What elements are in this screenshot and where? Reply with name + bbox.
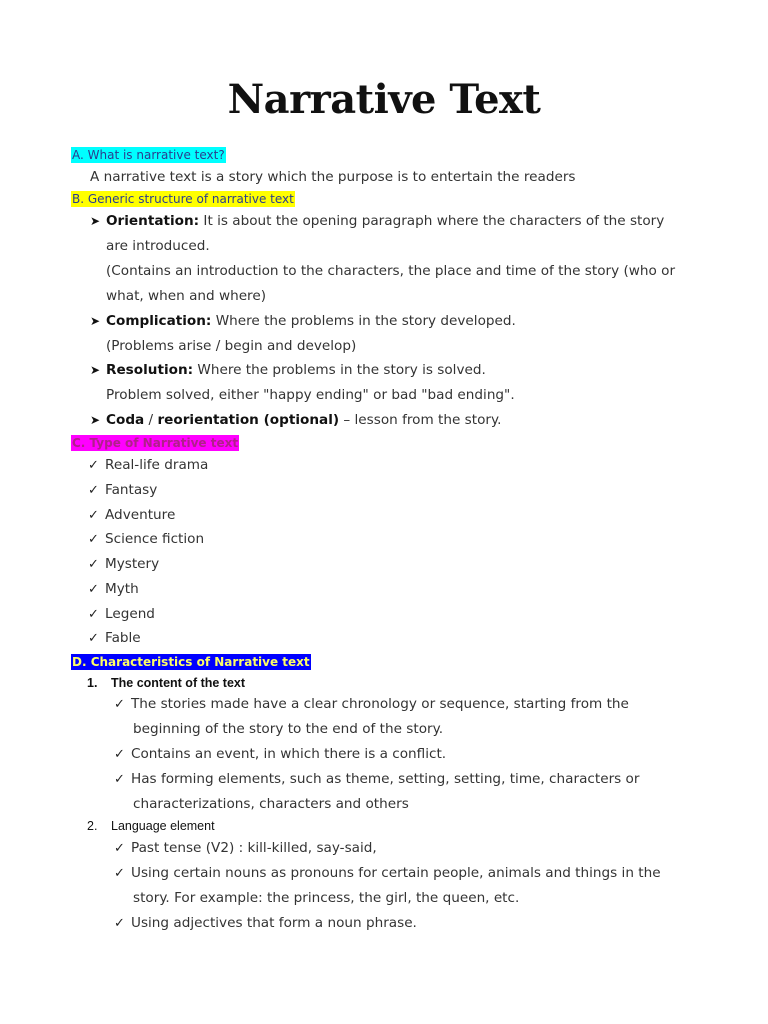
- characteristics-item-1: [87, 675, 245, 691]
- type-item: [88, 629, 141, 648]
- orientation-text-line4: what, when and where): [106, 288, 267, 304]
- item-label: The content of the text: [111, 676, 246, 690]
- complication-text: Where the problems in the story developed.: [211, 313, 516, 329]
- type-label: Science fiction: [105, 531, 205, 547]
- orientation-text-line3: (Contains an introduction to the characters, the place and time of the story (who or: [106, 263, 676, 279]
- type-item: [88, 506, 175, 525]
- arrow-bullet-icon: ➤: [90, 314, 101, 328]
- check-icon: ✓: [114, 772, 125, 787]
- check-icon: ✓: [88, 607, 99, 622]
- content-point-continuation: beginning of the story to the end of the story.: [133, 721, 444, 737]
- content-point-continuation: characterizations, characters and others: [133, 796, 409, 812]
- check-icon: ✓: [114, 916, 125, 931]
- item-number: 1.: [87, 676, 98, 690]
- complication-item: [90, 312, 516, 330]
- check-icon: ✓: [88, 557, 99, 572]
- resolution-text: Where the problems in the story is solved.: [193, 362, 486, 378]
- arrow-bullet-icon: ➤: [90, 363, 101, 377]
- type-item: [88, 456, 208, 475]
- language-point: [114, 839, 377, 858]
- type-item: [88, 481, 157, 500]
- check-icon: ✓: [88, 483, 99, 498]
- resolution-term: Resolution:: [106, 362, 194, 378]
- point-text: Using certain nouns as pronouns for certain people, animals and things in the: [131, 865, 661, 881]
- reorientation-term: reorientation (optional): [157, 412, 340, 428]
- type-item: [88, 580, 139, 599]
- type-label: Legend: [105, 606, 155, 622]
- type-label: Fantasy: [105, 482, 158, 498]
- type-item: [88, 555, 159, 574]
- section-b-heading: B. Generic structure of narrative text: [72, 192, 294, 206]
- check-icon: ✓: [114, 866, 125, 881]
- point-text: Using adjectives that form a noun phrase.: [131, 915, 417, 931]
- orientation-text: It is about the opening paragraph where the characters of the story: [199, 213, 665, 229]
- type-label: Real-life drama: [105, 457, 209, 473]
- section-c-heading: C. Type of Narrative text: [72, 436, 239, 450]
- complication-text-line2: (Problems arise / begin and develop): [106, 338, 357, 354]
- check-icon: ✓: [88, 458, 99, 473]
- coda-term: Coda: [106, 412, 145, 428]
- content-point: [114, 745, 446, 764]
- arrow-bullet-icon: ➤: [90, 413, 101, 427]
- check-icon: ✓: [88, 532, 99, 547]
- check-icon: ✓: [88, 582, 99, 597]
- arrow-bullet-icon: ➤: [90, 214, 101, 228]
- section-a-body: A narrative text is a story which the purpose is to entertain the readers: [90, 169, 576, 185]
- item-label: Language element: [111, 819, 215, 833]
- type-label: Mystery: [105, 556, 160, 572]
- coda-text: – lesson from the story.: [339, 412, 502, 428]
- orientation-item: [90, 212, 664, 230]
- type-item: [88, 605, 155, 624]
- check-icon: ✓: [114, 747, 125, 762]
- check-icon: ✓: [88, 631, 99, 646]
- type-label: Myth: [105, 581, 139, 597]
- complication-term: Complication:: [106, 313, 212, 329]
- item-number: 2.: [87, 819, 98, 833]
- point-text: Contains an event, in which there is a conflict.: [131, 746, 447, 762]
- point-text: Has forming elements, such as theme, setting, setting, time, characters or: [131, 771, 640, 787]
- check-icon: ✓: [114, 697, 125, 712]
- orientation-text-line2: are introduced.: [106, 238, 210, 254]
- language-point: [114, 864, 661, 883]
- language-point-continuation: story. For example: the princess, the girl, the queen, etc.: [133, 890, 520, 906]
- type-label: Fable: [105, 630, 141, 646]
- type-label: Adventure: [105, 507, 176, 523]
- resolution-item: [90, 361, 486, 379]
- check-icon: ✓: [88, 508, 99, 523]
- point-text: The stories made have a clear chronology or sequence, starting from the: [131, 696, 629, 712]
- characteristics-item-2: [87, 818, 215, 834]
- resolution-text-line2: Problem solved, either "happy ending" or bad "bad ending".: [106, 387, 515, 403]
- check-icon: ✓: [114, 841, 125, 856]
- section-a-heading: A. What is narrative text?: [72, 148, 225, 162]
- section-d-heading: D. Characteristics of Narrative text: [72, 655, 310, 669]
- orientation-term: Orientation:: [106, 213, 200, 229]
- content-point: [114, 695, 629, 714]
- type-item: [88, 530, 204, 549]
- page-title: Narrative Text: [227, 76, 541, 123]
- content-point: [114, 770, 639, 789]
- language-point: [114, 914, 417, 933]
- coda-item: [90, 411, 501, 429]
- coda-separator: /: [144, 412, 158, 428]
- point-text: Past tense (V2) : kill-killed, say-said,: [131, 840, 377, 856]
